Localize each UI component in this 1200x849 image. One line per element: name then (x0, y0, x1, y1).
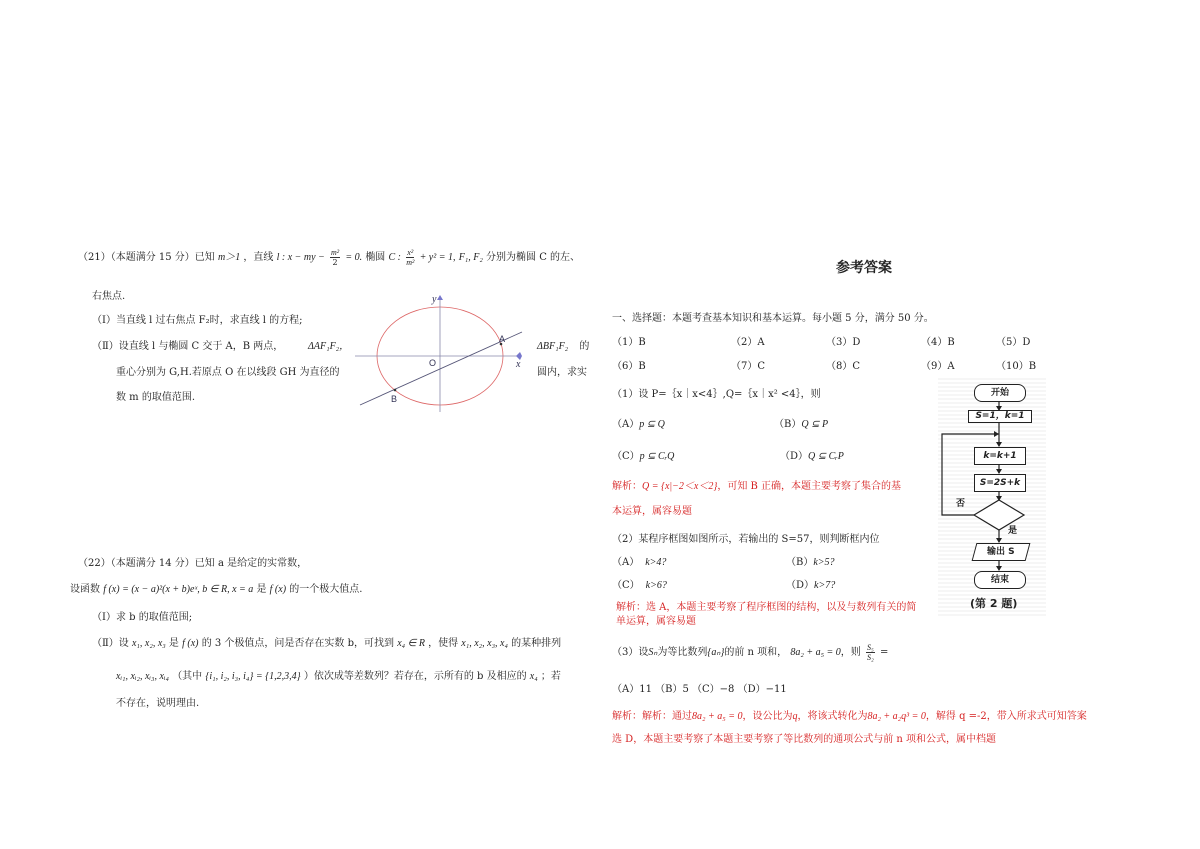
flowchart-caption: (第 2 题) (970, 597, 1018, 610)
q22-part2-c: 的 3 个极值点，问是否存在实数 b，可找到 (201, 638, 394, 649)
q2-stem: （2）某程序框图如图所示，若输出的 S=57，则判断框内位 (612, 534, 880, 545)
q2-option-a-math: k>4? (645, 557, 667, 568)
q22-part1: （Ⅰ）求 b 的取值范围; (92, 612, 193, 623)
q21-part2-a: （Ⅱ）设直线 l 与椭圆 C 交于 A，B 两点， (92, 341, 284, 352)
flowchart-step2: S=2S+k (974, 474, 1026, 492)
q21-part2-tri2-wrap (537, 337, 589, 352)
q22-part2-vars: x₁, x₂, x₃ (131, 638, 166, 649)
q3-solution-math1: 8a₂ + a₅ = 0 (692, 711, 743, 722)
q1-option-b-math: Q ⊆ P (801, 419, 829, 430)
line-l (360, 332, 522, 405)
q22-line3 (116, 667, 561, 682)
x-label: x (516, 359, 521, 370)
q1-option-c-math: p ⊆ CᵣQ (639, 451, 675, 462)
q21-line-frac: $\frac{\text{m²}}{2}$ (331, 248, 340, 267)
q3-options: （A）11 （B）5 （C）−8 （D）−11 (612, 684, 787, 695)
q21-part2-tri1: ΔAF₁F₂， (308, 341, 350, 352)
q22-part2-e: 的某种排列 (511, 638, 562, 649)
q22-func: f (x) = (x − a)²(x + b)eˣ, b ∈ R, x = a (103, 584, 254, 595)
q22-part2-x4: x₄ ∈ R (397, 638, 425, 649)
q3-an: {aₙ} (707, 647, 725, 658)
q21-line2: 右焦点. (92, 291, 126, 302)
q21-part2-c: 数 m 的取值范围. (116, 392, 196, 403)
q22-line3-a: （其中 (172, 671, 203, 682)
flowchart-output: 输出 S (972, 543, 1031, 561)
q2-option-c-math: k>6? (645, 580, 667, 591)
answer-7: （7）C (731, 361, 766, 372)
q22-line2-b: 是 (256, 584, 267, 595)
q21-line-eq-left: l : x − my − (276, 252, 325, 263)
q3-sn: Sₙ (648, 647, 658, 658)
q1-option-a-math: p ⊆ Q (639, 419, 665, 430)
y-axis-arrow-icon (437, 295, 443, 300)
answer-4: （4）B (921, 337, 955, 348)
answer-1: （1）B (612, 337, 646, 348)
o-label: O (429, 358, 437, 368)
q21-line1 (78, 248, 580, 267)
q21-line-eq-right: = 0. (345, 252, 363, 263)
q3-eq: 8a₂ + a₅ = 0 (790, 647, 841, 658)
flowchart (938, 376, 1046, 616)
a-label: A (499, 334, 506, 344)
q2-option-a: （A） k>4? (612, 557, 667, 568)
q22-line3-x4: x₄ (529, 671, 538, 682)
answer-8: （8）C (826, 361, 861, 372)
q1-option-d-math: Q ⊆ CᵣP (808, 451, 844, 462)
q22-line2 (70, 580, 362, 595)
q3-frac: $\frac{\text{S₅}}{\text{S₂}}$ (866, 643, 874, 662)
q21-part2-tri2: ΔBF₁F₂ (537, 341, 569, 352)
q22-line4: 不存在，说明理由. (116, 698, 200, 709)
q21-ellipse-eq-right: + y² = 1, (419, 252, 456, 263)
q2-option-c: （C） k>6? (612, 580, 667, 591)
q1-solution-line1: 解析：Q = {x|−2＜x＜2}，可知 B 正确，本题主要考察了集合的基 (612, 481, 902, 492)
q21-ellipse-frac: $\frac{\text{x²}}{\text{m²}}$ (406, 248, 415, 267)
q3-stem: （3）设Sₙ为等比数列{aₙ}的前 n 项和， 8a₂ + a₅ = 0，则 $\frac{\text{S₅}}{\text{S₂}}$ = (612, 643, 889, 662)
q2-option-d: （D）k>7? (786, 580, 836, 591)
answer-3: （3）D (826, 337, 861, 348)
q22-part2 (92, 634, 561, 649)
q22-line2-c: 的一个极大值点. (289, 584, 363, 595)
q21-foci: F₁, F₂ (458, 252, 483, 263)
q1-solution-line2: 本运算，属容易题 (612, 506, 692, 517)
q1-solution-math: Q = {x|−2＜x＜2} (642, 481, 718, 492)
q22-part2-b: 是 (168, 638, 179, 649)
q1-option-b: （B）Q ⊆ P (774, 419, 829, 430)
q1-stem: （1）设 P=｛x｜x<4｝,Q=｛x｜x² <4｝，则 (612, 389, 821, 400)
flowchart-init: S=1，k=1 (968, 410, 1032, 423)
answer-10: （10）B (996, 361, 1037, 372)
ellipse-figure (350, 292, 530, 417)
flowchart-no-label: 否 (956, 499, 966, 509)
q2-solution-line1: 解析：选 A，本题主要考察了程序框图的结构，以及与数列有关的简 (616, 602, 917, 613)
point-b (394, 389, 397, 392)
q3-solution-line1: 解析：解析：通过8a₂ + a₅ = 0，设公比为q，将该式转化为8a₂ + a₂q³ = 0，解得 q =-2，带入所求式可知答案 (612, 711, 1087, 722)
y-label: y (432, 294, 437, 305)
q22-line2-a: 设函数 (70, 584, 100, 595)
q2-option-b: （B）k>5? (786, 557, 835, 568)
flowchart-yes-label: 是 (1008, 526, 1018, 536)
flowchart-step1: k=k+1 (974, 447, 1026, 465)
q1-option-a: （A）p ⊆ Q (612, 419, 665, 430)
q21-part2-de: 的 (579, 341, 590, 352)
q22-line3-vars: xᵢ₁, xᵢ₂, xᵢ₃, xᵢ₄ (116, 671, 169, 682)
q21-part2-b-tail: 圆内，求实 (537, 367, 587, 378)
flowchart-end: 结束 (974, 571, 1026, 589)
q3-solution-math2: 8a₂ + a₂q³ = 0 (867, 711, 926, 722)
answers-title: 参考答案 (836, 260, 892, 276)
q2-option-b-math: k>5? (813, 557, 835, 568)
answers-intro: 一、选择题：本题考查基本知识和基本运算。每小题 5 分，满分 50 分。 (612, 313, 934, 324)
b-label: B (391, 394, 398, 404)
answer-5: （5）D (996, 337, 1031, 348)
answer-6: （6）B (612, 361, 646, 372)
q3-solution-q: q (792, 711, 798, 722)
q22-line3-set: {i₁, i₂, i₃, i₄} = {1,2,3,4} (205, 671, 301, 682)
q21-tail1: 分别为椭圆 C 的左、 (486, 252, 581, 263)
q22-part2-fx: f (x) (182, 638, 199, 649)
q2-solution-line2: 单运算，属容易题 (616, 616, 696, 627)
q2-option-d-math: k>7? (814, 580, 836, 591)
q21-header: （21）（本题满分 15 分）已知 (78, 252, 215, 263)
q22-header: （22）（本题满分 14 分）已知 a 是给定的实常数， (78, 558, 308, 569)
q22-line3-c: ；若 (540, 671, 561, 682)
q22-part2-d: ，使得 (428, 638, 459, 649)
q21-ellipse-eq-left: C : (388, 252, 401, 263)
q1-option-c: （C）p ⊆ CᵣQ (612, 451, 675, 462)
q21-part2-b: 重心分别为 G,H.若原点 O 在以线段 GH 为直径的 (116, 367, 340, 378)
q21-cond-m: m＞1 (218, 252, 241, 263)
q21-ellipse-word: 椭圆 (365, 252, 386, 263)
q22-part2-vars4: x₁, x₂, x₃, x₄ (461, 638, 508, 649)
q1-option-d: （D）Q ⊆ CᵣP (780, 451, 844, 462)
q22-part2-a: （Ⅱ）设 (92, 638, 129, 649)
answer-2: （2）A (731, 337, 765, 348)
q21-line-word: ，直线 (243, 252, 274, 263)
q3-solution-line2: 选 D，本题主要考察了本题主要考察了等比数列的通项公式与前 n 项和公式，属中档题 (612, 734, 996, 745)
q22-func2: f (x) (269, 584, 287, 595)
flowchart-start: 开始 (974, 384, 1026, 402)
q21-part1: （Ⅰ）当直线 l 过右焦点 F₂时，求直线 l 的方程; (92, 315, 303, 326)
answer-9: （9）A (921, 361, 955, 372)
q22-line3-b: ）依次成等差数列？若存在，示所有的 b 及相应的 (303, 671, 527, 682)
